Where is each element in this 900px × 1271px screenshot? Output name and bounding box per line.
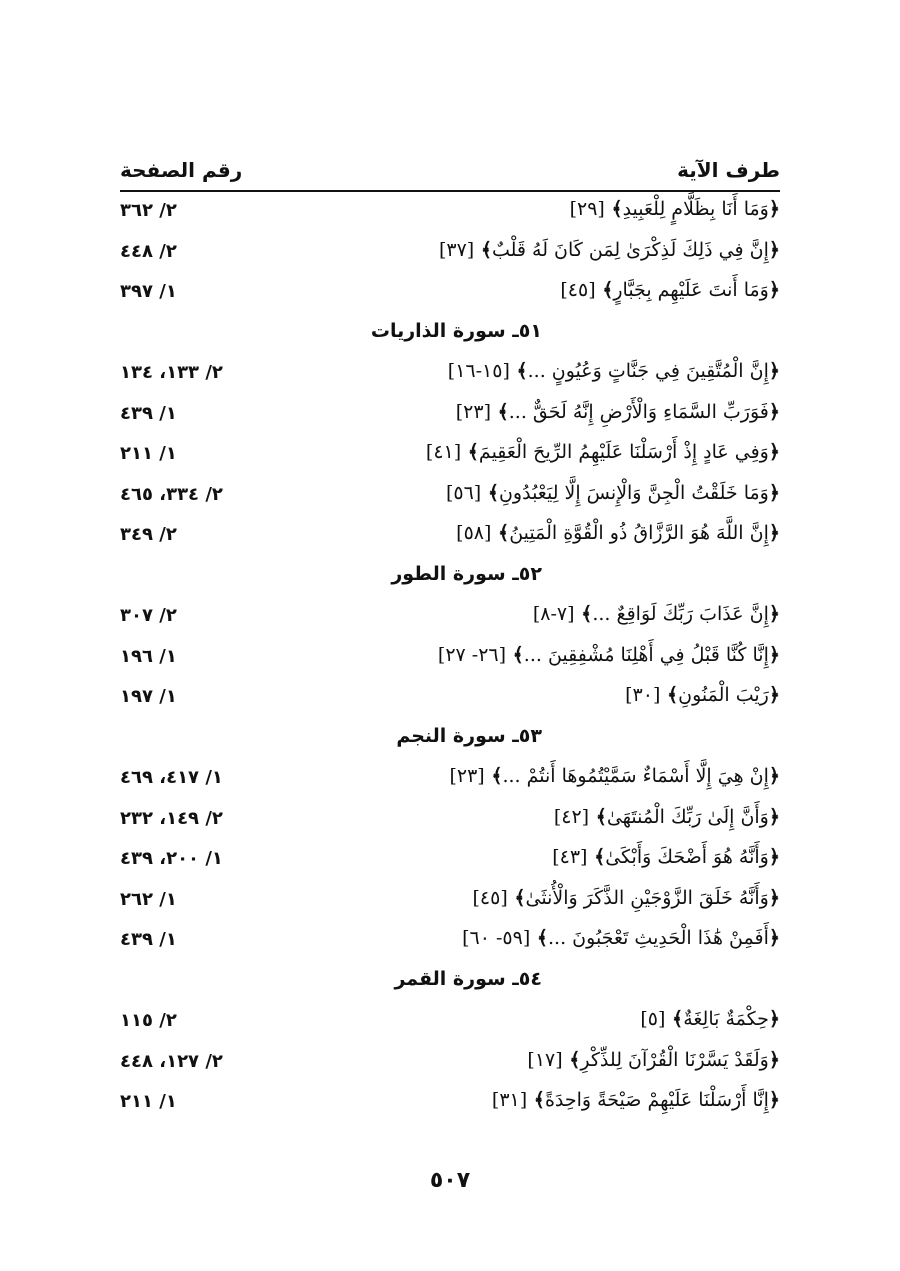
index-row	[120, 759, 780, 800]
index-row	[120, 881, 780, 922]
index-row	[120, 273, 780, 314]
verse-text: فَوَرَبِّ السَّمَاءِ وَالْأَرْضِ إِنَّهُ لَحَقٌّ ...	[508, 400, 769, 423]
ayah-number: [٤١]	[425, 441, 462, 463]
close-bracket: ﴾	[604, 198, 623, 220]
page-reference: ١/ ٤٣٩	[120, 402, 177, 424]
ayah-number: [٣٠]	[625, 684, 661, 706]
verse-excerpt	[439, 239, 780, 261]
verse-excerpt	[456, 522, 780, 544]
open-bracket: ﴿	[768, 643, 780, 666]
ayah-number: [٢٦- ٢٧]	[437, 643, 507, 666]
verse-text: رَيْبَ الْمَنُونِ	[678, 684, 769, 706]
open-bracket: ﴿	[768, 684, 780, 706]
index-row	[120, 1083, 780, 1124]
page-reference: ١/ ٣٩٧	[120, 281, 177, 302]
page-reference: ١/ ٢١١	[120, 1091, 177, 1112]
verse-excerpt	[472, 887, 780, 909]
index-row	[120, 192, 780, 233]
page-column-heading: رقم الصفحة	[120, 158, 243, 182]
ayah-number: [٤٥]	[560, 279, 596, 301]
ayah-number: [٤٢]	[553, 805, 590, 828]
ayah-number: [٥٦]	[445, 481, 482, 504]
open-bracket: ﴿	[768, 1008, 780, 1030]
verse-excerpt	[462, 927, 780, 949]
page-reference: ١/ ٢٠٠، ٤٣٩	[120, 848, 223, 869]
close-bracket: ﴾	[484, 765, 503, 787]
ayah-number: [٢٣]	[449, 765, 485, 787]
verse-excerpt	[533, 603, 780, 625]
index-row	[120, 1043, 780, 1084]
open-bracket: ﴿	[768, 441, 780, 463]
verse-text: وَمَا أَنتَ عَلَيْهِم بِجَبَّارٍ	[613, 279, 769, 301]
open-bracket: ﴿	[768, 238, 780, 261]
table-header	[120, 150, 780, 192]
close-bracket: ﴾	[527, 1089, 545, 1111]
verse-excerpt	[570, 198, 780, 220]
open-bracket: ﴿	[768, 360, 780, 382]
open-bracket: ﴿	[768, 603, 780, 625]
verse-text: وَأَنَّهُ خَلَقَ الزَّوْجَيْنِ الذَّكَرَ وَالْأُنثَىٰ	[525, 886, 769, 909]
ayah-number: [٥٨]	[456, 522, 492, 544]
verse-excerpt	[449, 765, 780, 787]
open-bracket: ﴿	[768, 846, 780, 868]
verse-excerpt	[552, 846, 780, 868]
close-bracket: ﴾	[595, 279, 614, 301]
open-bracket: ﴿	[768, 400, 780, 423]
open-bracket: ﴿	[768, 522, 780, 544]
open-bracket: ﴿	[768, 481, 780, 504]
ayah-number: [٢٣]	[455, 400, 492, 423]
index-row	[120, 233, 780, 274]
verse-text: إِنَّا كُنَّا قَبْلُ فِي أَهْلِنَا مُشْفِقِينَ ...	[523, 643, 769, 666]
surah-heading	[120, 719, 780, 760]
page-reference: ١/ ٢١١	[120, 443, 177, 464]
index-row	[120, 1002, 780, 1043]
open-bracket: ﴿	[768, 805, 780, 828]
open-bracket: ﴿	[768, 927, 780, 949]
ayah-number: [٤٣]	[552, 846, 588, 868]
verse-excerpt	[426, 441, 780, 463]
close-bracket: ﴾	[562, 1048, 581, 1071]
ayah-number: [٤٥]	[472, 886, 508, 909]
page-reference: ١/ ١٩٧	[120, 686, 177, 707]
verse-excerpt	[456, 401, 780, 423]
open-bracket: ﴿	[768, 886, 780, 909]
surah-title: ٥٣ـ سورة النجم	[396, 724, 542, 747]
index-row	[120, 516, 780, 557]
close-bracket: ﴾	[491, 522, 510, 544]
ayah-number: [١٥-١٦]	[447, 360, 510, 382]
index-row	[120, 476, 780, 517]
verse-column-heading: طرف الآية	[677, 158, 780, 182]
surah-heading	[120, 962, 780, 1003]
verse-text: إِنَّ الْمُتَّقِينَ فِي جَنَّاتٍ وَعُيُونٍ ...	[527, 360, 769, 382]
close-bracket: ﴾	[491, 400, 509, 423]
open-bracket: ﴿	[768, 198, 780, 220]
page-reference: ٢/ ١٣٣، ١٣٤	[120, 362, 223, 383]
close-bracket: ﴾	[665, 1008, 684, 1030]
page-reference: ٢/ ١٤٩، ٢٣٢	[120, 807, 223, 829]
verse-text: إِنَّا أَرْسَلْنَا عَلَيْهِمْ صَيْحَةً وَاحِدَةً	[544, 1089, 769, 1111]
open-bracket: ﴿	[768, 765, 780, 787]
index-row	[120, 638, 780, 679]
ayah-number: [٣١]	[491, 1089, 528, 1111]
close-bracket: ﴾	[589, 805, 607, 828]
verse-excerpt	[527, 1049, 780, 1071]
index-row	[120, 678, 780, 719]
page-reference: ٢/ ٤٤٨	[120, 240, 177, 262]
verse-excerpt	[560, 279, 780, 301]
verse-text: وَفِي عَادٍ إِذْ أَرْسَلْنَا عَلَيْهِمُ الرِّيحَ الْعَقِيمَ	[478, 441, 769, 463]
verse-text: إِنَّ عَذَابَ رَبِّكَ لَوَاقِعٌ ...	[592, 603, 769, 625]
close-bracket: ﴾	[509, 360, 528, 382]
page-reference: ١/ ٤٣٩	[120, 929, 177, 950]
open-bracket: ﴿	[768, 279, 780, 301]
verse-text: إِنْ هِيَ إِلَّا أَسْمَاءٌ سَمَّيْتُمُوهَا أَنتُمْ ...	[502, 765, 769, 787]
verse-excerpt	[625, 684, 780, 706]
ayah-number: [٧-٨]	[532, 603, 575, 625]
index-table	[120, 150, 780, 1124]
index-row	[120, 921, 780, 962]
verse-excerpt	[554, 806, 780, 828]
close-bracket: ﴾	[481, 481, 499, 504]
open-bracket: ﴿	[768, 1048, 780, 1071]
open-bracket: ﴿	[768, 1089, 780, 1111]
page-reference: ١/ ٤١٧، ٤٦٩	[120, 767, 223, 788]
close-bracket: ﴾	[660, 684, 679, 706]
index-row	[120, 597, 780, 638]
surah-title: ٥١ـ سورة الذاريات	[370, 319, 542, 342]
verse-excerpt	[446, 482, 780, 504]
page-reference: ١/ ٢٦٢	[120, 888, 177, 910]
index-row	[120, 395, 780, 436]
close-bracket: ﴾	[587, 846, 606, 868]
ayah-number: [٣٧]	[438, 238, 475, 261]
surah-heading	[120, 557, 780, 598]
verse-excerpt	[448, 360, 780, 382]
index-row	[120, 800, 780, 841]
close-bracket: ﴾	[506, 643, 524, 666]
ayah-number: [٥]	[640, 1008, 666, 1030]
close-bracket: ﴾	[530, 927, 549, 949]
page-reference: ٢/ ٣٤٩	[120, 524, 177, 545]
page-reference: ٢/ ٣٣٤، ٤٦٥	[120, 483, 223, 505]
page-reference: ٢/ ١٢٧، ٤٤٨	[120, 1050, 223, 1072]
index-row	[120, 435, 780, 476]
close-bracket: ﴾	[461, 441, 479, 463]
ayah-number: [٥٩- ٦٠]	[462, 927, 531, 949]
verse-text: وَلَقَدْ يَسَّرْنَا الْقُرْآنَ لِلذِّكْرِ	[580, 1048, 769, 1071]
close-bracket: ﴾	[574, 603, 593, 625]
page-reference: ٢/ ٣٦٢	[120, 200, 177, 221]
surah-title: ٥٤ـ سورة القمر	[394, 967, 542, 990]
verse-text: وَمَا خَلَقْتُ الْجِنَّ وَالْإِنسَ إِلَّا لِيَعْبُدُونِ	[498, 481, 769, 504]
ayah-number: [٢٩]	[569, 198, 605, 220]
surah-heading	[120, 314, 780, 355]
verse-text: إِنَّ فِي ذَلِكَ لَذِكْرَىٰ لِمَن كَانَ لَهُ قَلْبٌ	[491, 238, 769, 261]
index-row	[120, 840, 780, 881]
close-bracket: ﴾	[507, 886, 526, 909]
surah-title: ٥٢ـ سورة الطور	[391, 562, 542, 585]
close-bracket: ﴾	[474, 238, 492, 261]
verse-text: حِكْمَةٌ بَالِغَةٌ	[683, 1008, 769, 1030]
verse-excerpt	[492, 1089, 780, 1111]
verse-text: وَأَنَّ إِلَىٰ رَبِّكَ الْمُنتَهَىٰ	[606, 805, 769, 828]
verse-excerpt	[438, 644, 780, 666]
verse-text: وَأَنَّهُ هُوَ أَضْحَكَ وَأَبْكَىٰ	[605, 846, 769, 868]
verse-text: وَمَا أَنَا بِظَلَّامٍ لِلْعَبِيدِ	[622, 198, 769, 220]
page-reference: ٢/ ١١٥	[120, 1010, 177, 1031]
page-reference: ١/ ١٩٦	[120, 645, 177, 667]
verse-excerpt	[640, 1008, 780, 1030]
page-number: ٥٠٧	[429, 1168, 471, 1193]
ayah-number: [١٧]	[527, 1048, 563, 1071]
page-reference: ٢/ ٣٠٧	[120, 605, 177, 626]
index-rows	[120, 192, 780, 1124]
index-row	[120, 354, 780, 395]
verse-text: أَفَمِنْ هَٰذَا الْحَدِيثِ تَعْجَبُونَ ...	[548, 927, 769, 949]
verse-text: إِنَّ اللَّهَ هُوَ الرَّزَّاقُ ذُو الْقُوَّةِ الْمَتِينُ	[509, 522, 769, 544]
